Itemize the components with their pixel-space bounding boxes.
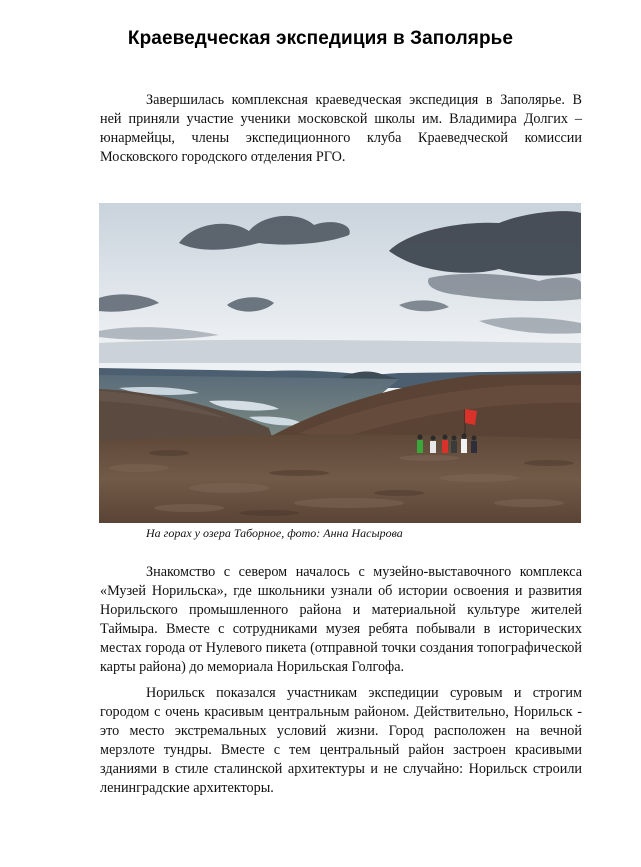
article-title: Краеведческая экспедиция в Заполярье [127, 28, 514, 49]
body-paragraph-norilsk: Норильск показался участникам экспедиции суровым и строгим городом с очень красивым центральным районом. Действительно, Норильск - это место экстремальных условий жизни. Город расположен на вечной мерзлоте тундры. Вместе с тем центральный район застроен красивыми зданиями в стиле сталинской архитектуры и не случайно: Норильск строили ленинградские архитекторы. [100, 685, 582, 796]
photo-caption: На горах у озера Таборное, фото: Анна Насырова [146, 526, 403, 540]
landscape-photo [99, 203, 581, 523]
intro-paragraph: Завершилась комплексная краеведческая экспедиция в Заполярье. В ней приняли участие ученики московской школы им. Владимира Долгих – юнармейцы, члены экспедиционного клуба Краеведческой комиссии Московского городского отделения РГО. [100, 92, 582, 165]
body-paragraph-museum: Знакомство с севером началось с музейно-выставочного комплекса «Музей Норильска», где школьники узнали об истории освоения и развития Норильского промышленного района и материальной культуре жителей Таймыра. Вместе с сотрудниками музея ребята побывали в исторических местах города от Нулевого пикета (отправной точки создания топографической карты района) до мемориала Норильская Голгофа. [100, 564, 582, 675]
